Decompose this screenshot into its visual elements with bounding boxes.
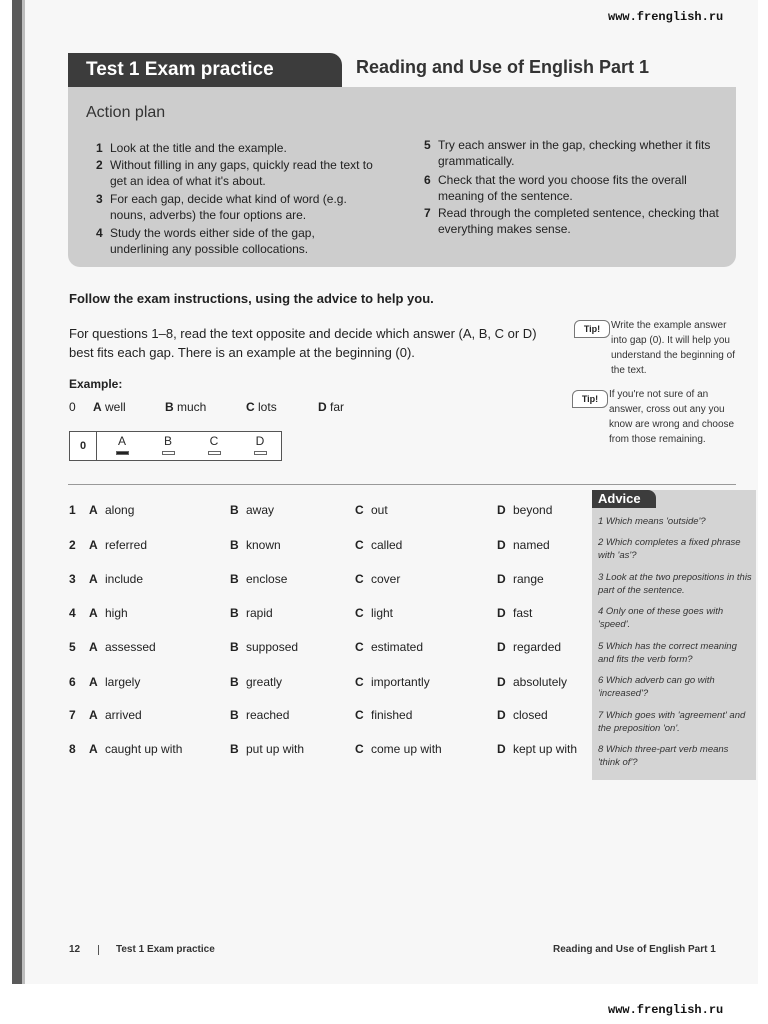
answer-box-c[interactable] bbox=[208, 451, 221, 455]
question-option-a: A largely bbox=[89, 675, 141, 689]
tip-badge: Tip! bbox=[572, 390, 608, 408]
question-option-a: A assessed bbox=[89, 640, 156, 654]
question-option-a: A referred bbox=[89, 538, 148, 552]
answer-grid-letter: B bbox=[163, 434, 172, 448]
section-divider bbox=[68, 484, 736, 485]
tip-badge: Tip! bbox=[574, 320, 610, 338]
action-plan-item: 4 Study the words either side of the gap, underlining any possible collocations. bbox=[96, 226, 315, 256]
answer-grid-number: 0 bbox=[70, 432, 97, 460]
question-option-a: A caught up with bbox=[89, 742, 183, 756]
question-option-c: C finished bbox=[355, 708, 413, 722]
answer-box-b[interactable] bbox=[162, 451, 175, 455]
question-option-b: B put up with bbox=[230, 742, 305, 756]
question-number: 2 bbox=[69, 538, 76, 552]
question-option-c: C cover bbox=[355, 572, 401, 586]
advice-item: 4 Only one of these goes with 'speed'. bbox=[598, 606, 724, 630]
advice-item: 3 Look at the two prepositions in this part of the sentence. bbox=[598, 572, 752, 596]
watermark-top: www.frenglish.ru bbox=[608, 10, 724, 24]
answer-box-d[interactable] bbox=[254, 451, 267, 455]
action-plan-item: 6 Check that the word you choose fits the overall meaning of the sentence. bbox=[424, 173, 687, 203]
question-option-a: A arrived bbox=[89, 708, 142, 722]
question-option-d: D beyond bbox=[497, 503, 553, 517]
question-option-b: B greatly bbox=[230, 675, 283, 689]
book-spine bbox=[12, 0, 22, 984]
answer-grid-letter: D bbox=[255, 434, 265, 448]
question-option-d: D fast bbox=[497, 606, 533, 620]
action-plan-item: 3 For each gap, decide what kind of word (e.g. nouns, adverbs) the four options are. bbox=[96, 192, 347, 222]
page-heading: Reading and Use of English Part 1 bbox=[356, 57, 650, 77]
question-option-d: D named bbox=[497, 538, 550, 552]
question-number: 1 bbox=[69, 503, 76, 517]
answer-box-a[interactable] bbox=[116, 451, 129, 455]
answer-grid-letter: A bbox=[117, 434, 126, 448]
tip-text: Write the example answer into gap (0). It will help you understand the beginning of the text. bbox=[611, 320, 735, 376]
footer-divider bbox=[98, 945, 99, 955]
advice-panel bbox=[592, 490, 756, 780]
question-option-a: A along bbox=[89, 503, 135, 517]
question-option-d: D kept up with bbox=[497, 742, 578, 756]
example-option-c: C lots bbox=[246, 400, 277, 414]
question-option-d: D regarded bbox=[497, 640, 562, 654]
example-option-a: A well bbox=[93, 400, 126, 414]
question-number: 4 bbox=[69, 606, 76, 620]
question-option-b: B known bbox=[230, 538, 281, 552]
question-instructions: For questions 1–8, read the text opposite and decide which answer (A, B, C or D) best fits each gap. There is an example at the beginning (0). bbox=[69, 326, 537, 360]
question-option-c: C come up with bbox=[355, 742, 442, 756]
example-number: 0 bbox=[69, 400, 76, 414]
example-label: Example: bbox=[69, 377, 123, 391]
question-option-c: C light bbox=[355, 606, 394, 620]
question-option-b: B supposed bbox=[230, 640, 299, 654]
question-option-b: B rapid bbox=[230, 606, 273, 620]
question-option-a: A include bbox=[89, 572, 144, 586]
advice-title: Advice bbox=[592, 490, 656, 508]
question-option-c: C out bbox=[355, 503, 388, 517]
question-number: 5 bbox=[69, 640, 76, 654]
question-option-c: C importantly bbox=[355, 675, 430, 689]
question-option-d: D closed bbox=[497, 708, 548, 722]
question-number: 8 bbox=[69, 742, 76, 756]
answer-grid-letter: C bbox=[209, 434, 219, 448]
advice-item: 8 Which three-part verb means 'think of'? bbox=[598, 744, 729, 768]
watermark-bottom: www.frenglish.ru bbox=[608, 1003, 724, 1017]
example-option-b: B much bbox=[165, 400, 207, 414]
action-plan-item: 7 Read through the completed sentence, checking that everything makes sense. bbox=[424, 206, 719, 236]
action-plan-item: 5 Try each answer in the gap, checking whether it fits grammatically. bbox=[424, 138, 711, 168]
exam-instructions: Follow the exam instructions, using the advice to help you. bbox=[69, 291, 434, 306]
action-plan-item: 2 Without filling in any gaps, quickly read the text to get an idea of what it's about. bbox=[96, 158, 373, 188]
action-plan-title: Action plan bbox=[86, 104, 166, 121]
question-option-b: B away bbox=[230, 503, 275, 517]
answer-grid-example bbox=[69, 431, 282, 461]
advice-item: 5 Which has the correct meaning and fits the verb form? bbox=[598, 641, 737, 665]
footer-page-number: 12 bbox=[69, 944, 81, 955]
book-spine-edge bbox=[22, 0, 25, 984]
question-number: 6 bbox=[69, 675, 76, 689]
advice-item: 1 Which means 'outside'? bbox=[598, 516, 706, 527]
action-plan-item: 1 Look at the title and the example. bbox=[96, 141, 287, 155]
footer-left-title: Test 1 Exam practice bbox=[116, 944, 215, 955]
question-option-b: B reached bbox=[230, 708, 290, 722]
advice-item: 6 Which adverb can go with 'increased'? bbox=[598, 675, 715, 699]
question-option-a: A high bbox=[89, 606, 128, 620]
question-option-d: D range bbox=[497, 572, 544, 586]
test-tab: Test 1 Exam practice bbox=[68, 53, 342, 87]
question-number: 7 bbox=[69, 708, 76, 722]
advice-item: 7 Which goes with 'agreement' and the preposition 'on'. bbox=[598, 710, 746, 734]
question-option-b: B enclose bbox=[230, 572, 288, 586]
question-option-d: D absolutely bbox=[497, 675, 568, 689]
question-option-c: C called bbox=[355, 538, 403, 552]
question-option-c: C estimated bbox=[355, 640, 424, 654]
question-number: 3 bbox=[69, 572, 76, 586]
example-option-d: D far bbox=[318, 400, 345, 414]
footer-right-title: Reading and Use of English Part 1 bbox=[553, 944, 716, 955]
advice-item: 2 Which completes a fixed phrase with 'as'? bbox=[598, 537, 741, 561]
tip-text: If you're not sure of an answer, cross out any you know are wrong and choose from those remaining. bbox=[609, 389, 735, 445]
